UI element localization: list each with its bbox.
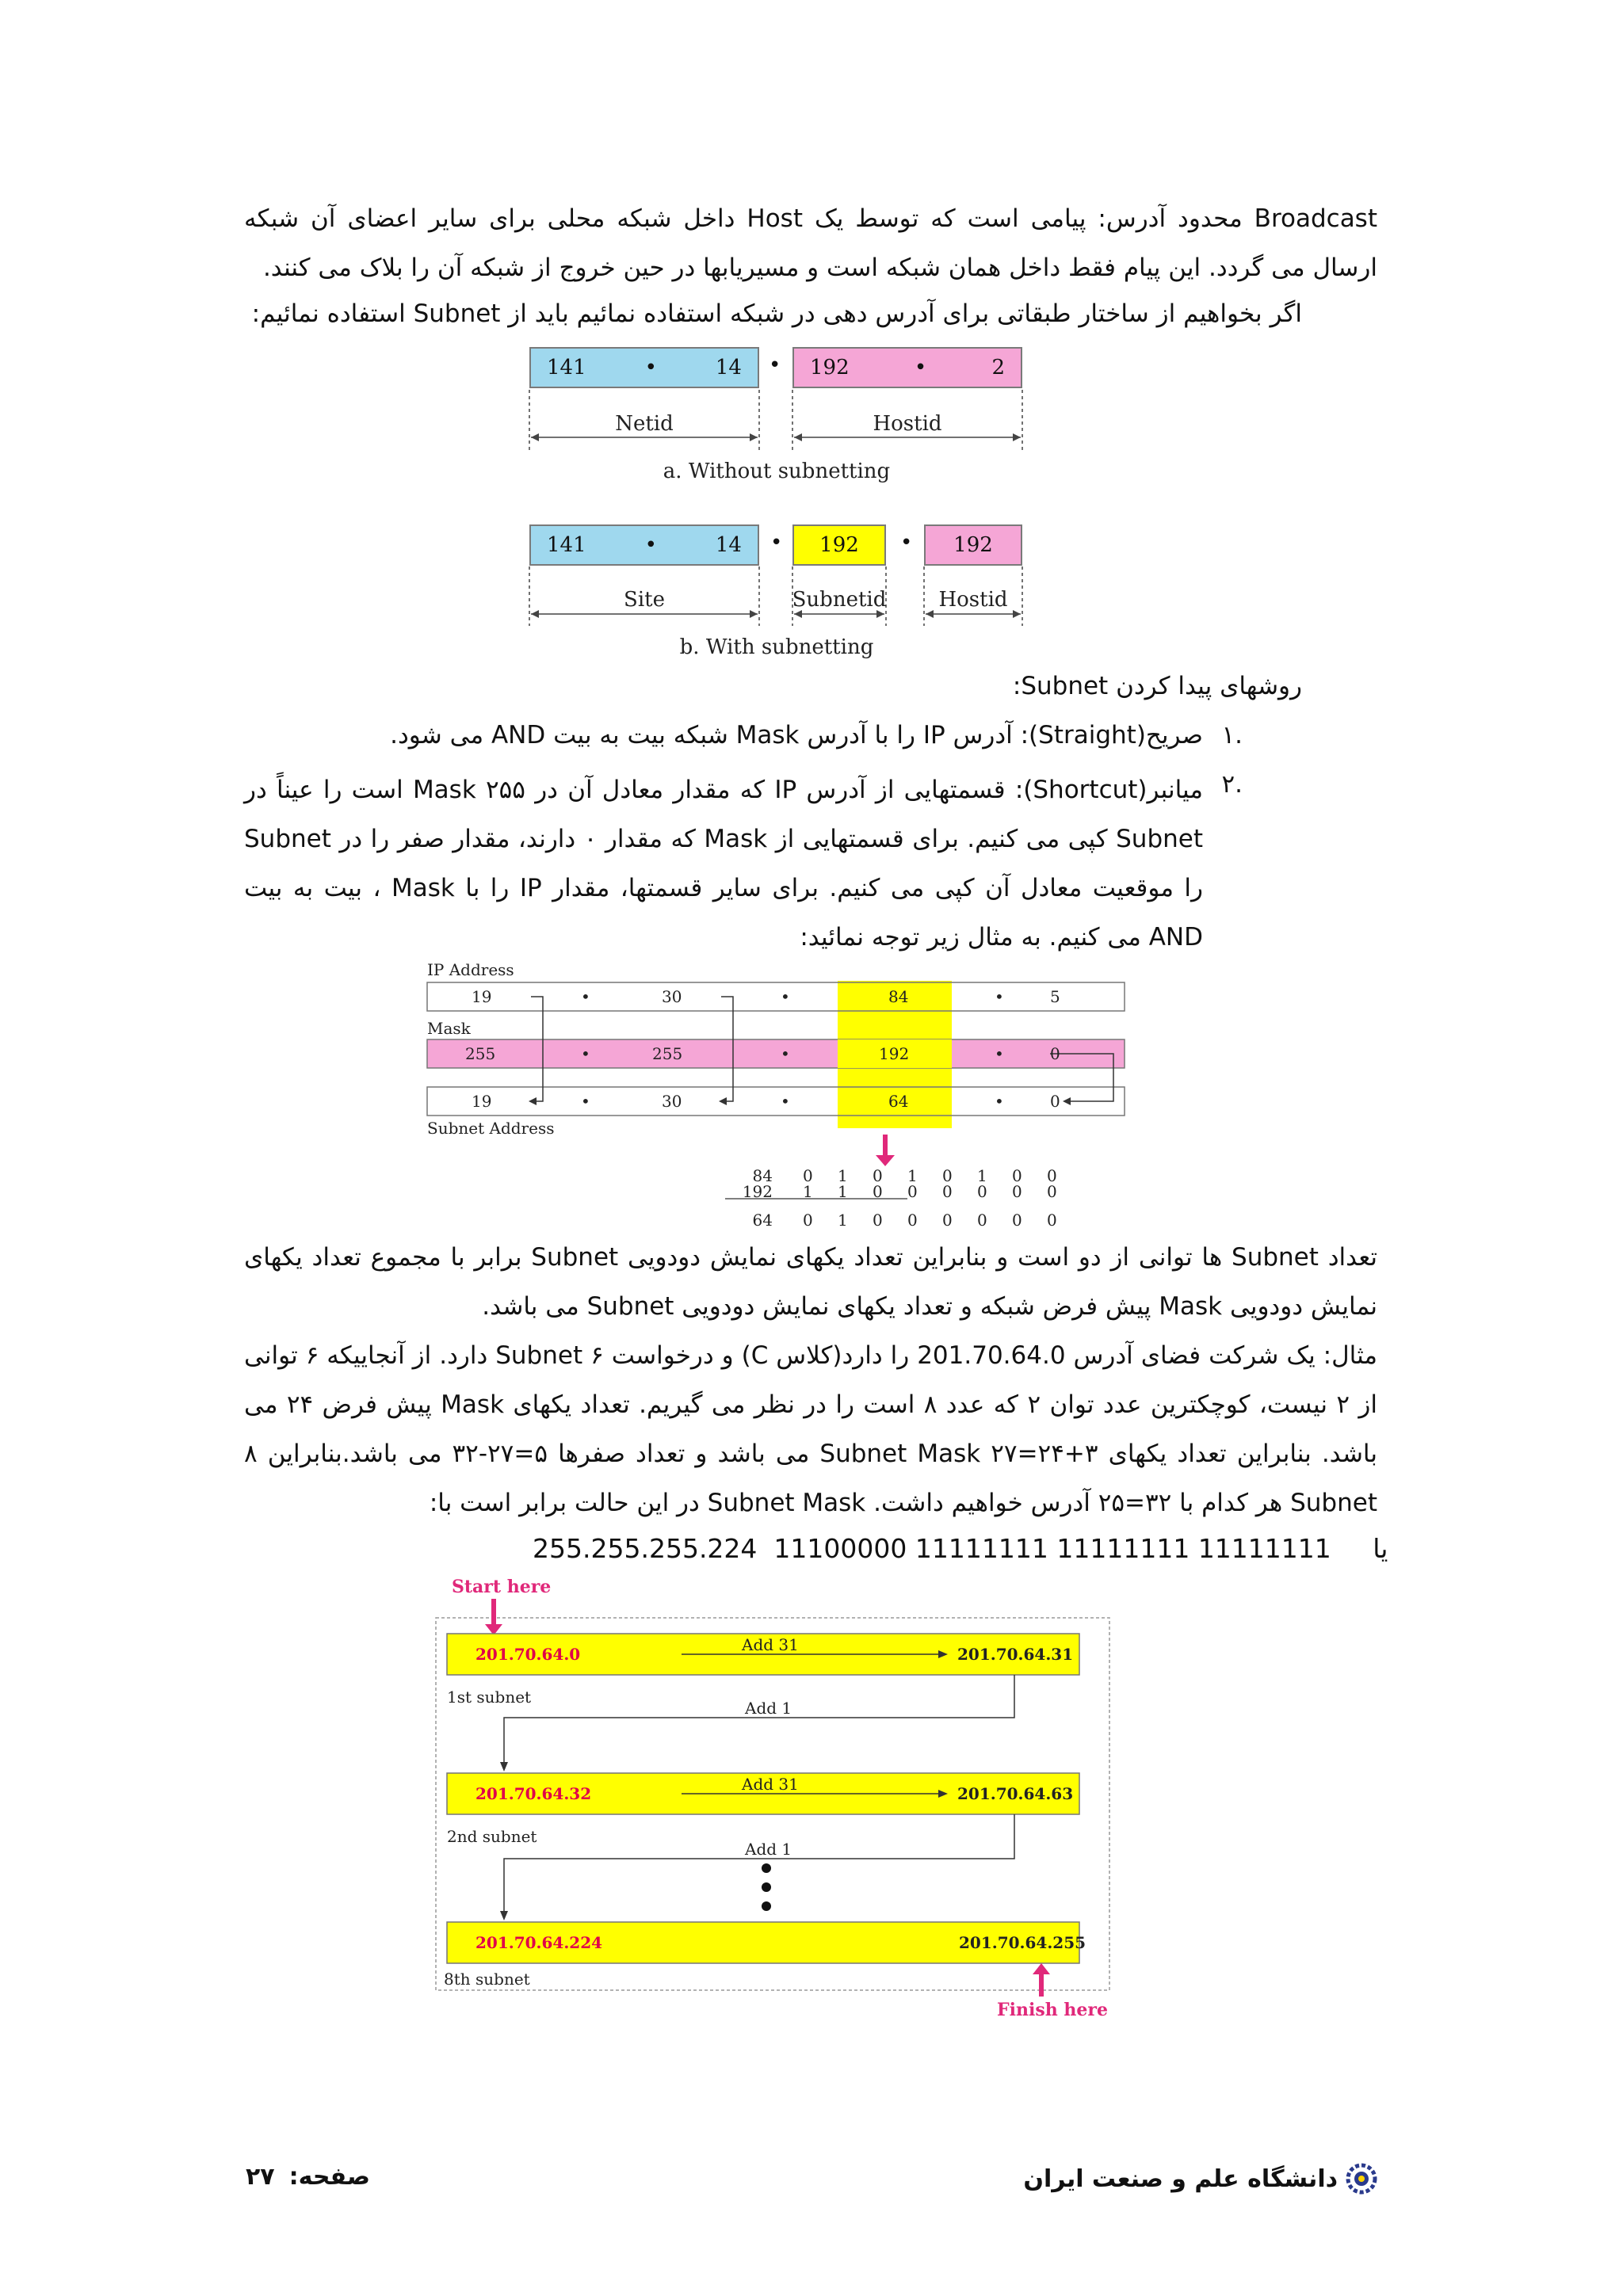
binary-bit: 1 [838, 1182, 848, 1201]
range-1-add: Add 31 [742, 1635, 799, 1654]
binary-row-label: 192 [742, 1182, 773, 1201]
separator-dot: • [769, 353, 781, 377]
subnet-count-paragraph: تعداد Subnet ها توانی از دو است و بنابراین تعداد یکهای نمایش دودویی Subnet برابر با مجموع تعداد یکهای نمایش دودویی Mask پیش فرض شبکه و تعداد یکهای نمایش دودویی Subnet می باشد. [244, 1243, 1377, 1321]
subnet-address-label: Subnet Address [427, 1119, 555, 1138]
dot: • [914, 356, 927, 379]
range-arrows-a [523, 341, 1030, 673]
subnetting-figure [523, 341, 1030, 673]
hostid-label: Hostid [873, 412, 942, 436]
binary-bit: 0 [942, 1182, 953, 1201]
binary-bit: 0 [977, 1211, 987, 1230]
method-1-text: صریح(Straight): آدرس IP را با آدرس Mask شبکه بیت به بیت AND می شود. [390, 721, 1203, 749]
ip-octet: 30 [662, 987, 682, 1006]
range-8-end: 201.70.64.255 [959, 1933, 1086, 1952]
caption-a: a. Without subnetting [663, 460, 891, 483]
dot: • [644, 533, 657, 557]
range-1-end: 201.70.64.31 [957, 1645, 1074, 1664]
binary-bit: 0 [977, 1182, 987, 1201]
range-2-add: Add 31 [742, 1775, 799, 1794]
range-2-next: Add 1 [745, 1840, 792, 1859]
octet: 14 [715, 356, 742, 379]
binary-bit: 0 [1047, 1166, 1057, 1185]
site-label: Site [624, 588, 665, 612]
binary-table [725, 1166, 1058, 1236]
subnet-ranges-figure [428, 1577, 1125, 2036]
ip-octet: 84 [888, 987, 909, 1006]
binary-bit: 1 [977, 1166, 987, 1185]
subnet-dot: • [995, 1092, 1004, 1111]
ip-dot: • [781, 987, 790, 1006]
binary-bit: 1 [803, 1182, 813, 1201]
page-number: ۲۷ [246, 2163, 275, 2191]
mask-dot: • [781, 1044, 790, 1063]
range-2-start: 201.70.64.32 [475, 1784, 592, 1803]
range-1-name: 1st subnet [447, 1688, 532, 1707]
binary-bit: 0 [873, 1182, 883, 1201]
separator-dot: • [900, 531, 913, 555]
binary-bit: 1 [838, 1211, 848, 1230]
mask-octet: 0 [1050, 1044, 1060, 1063]
binary-row-label: 84 [752, 1166, 773, 1185]
ip-dot: • [581, 987, 590, 1006]
broadcast-paragraph: Broadcast محدود آدرس: پیامی است که توسط یک Host داخل شبکه محلی برای سایر اعضای آن شبکه ارسال می گردد. این پیام فقط داخل همان شبکه است و مسیریابها در حین خروج از شبکه آن را بلاک می کنند. [244, 204, 1377, 282]
octet: 141 [547, 356, 586, 379]
caption-b: b. With subnetting [679, 635, 874, 659]
subnet-octet: 0 [1050, 1092, 1060, 1111]
subnet-octet: 30 [662, 1092, 682, 1111]
and-example-figure [424, 959, 1129, 1236]
octet: 141 [547, 533, 586, 557]
range-2-end: 201.70.64.63 [957, 1784, 1074, 1803]
range-2-name: 2nd subnet [447, 1827, 537, 1846]
octet: 2 [991, 356, 1005, 379]
subnet-dot: • [781, 1092, 790, 1111]
range-8-start: 201.70.64.224 [475, 1933, 603, 1952]
mask-octet: 255 [652, 1044, 683, 1063]
footer-university [1023, 2163, 1377, 2195]
ip-octet: 19 [472, 987, 492, 1006]
binary-row-label: 64 [752, 1211, 773, 1230]
university-name: دانشگاه علم و صنعت ایران [1023, 2164, 1338, 2193]
binary-bit: 0 [803, 1166, 813, 1185]
binary-bit: 0 [942, 1166, 953, 1185]
binary-bit: 0 [942, 1211, 953, 1230]
subnet-octet: 19 [472, 1092, 492, 1111]
mask-octet: 255 [465, 1044, 496, 1063]
binary-bit: 0 [803, 1211, 813, 1230]
mask-octet: 192 [879, 1044, 910, 1063]
site-box [529, 524, 759, 566]
subnetid-label: Subnetid [792, 588, 887, 612]
ip-octet: 5 [1050, 987, 1060, 1006]
binary-bit: 0 [1012, 1182, 1022, 1201]
subnetid-box [792, 524, 886, 566]
method-2-text: میانبر(Shortcut): قسمتهایی از آدرس IP که مقدار معادل آن در Mask ۲۵۵ است را عیناً در Subnet کپی می کنیم. برای قسمتهایی از Mask که مقدار ۰ دارند، مقدار صفر را در Subnet را موقعیت معادل آن کپی می کنیم. برای سایر قسمتها، مقدار IP را با Mask ، بیت به بیت AND می کنیم. به مثال زیر توجه نمائید: [244, 776, 1204, 952]
octet: 192 [810, 356, 850, 379]
example-paragraph: مثال: یک شرکت فضای آدرس 201.70.64.0 را دارد(کلاس C) و درخواست ۶ Subnet دارد. از آنجاییکه ۶ توانی از ۲ نیست، کوچکترین عدد توان ۲ که عدد ۸ است را در نظر می گیریم. تعداد یکهای Mask پیش فرض ۲۴ می باشد. بنابراین تعداد یکهای Subnet Mask ۲۷=۲۴+۳ می باشد و تعداد صفرها ۵=۲۷-۳۲ می باشد.بنابراین ۸ Subnet هر کدام با ۳۲=۲۵ آدرس خواهیم داشت. Subnet Mask در این حالت برابر است با: [244, 1341, 1378, 1517]
hostid-box-b [924, 524, 1022, 566]
binary-bit: 0 [1012, 1211, 1022, 1230]
separator-dot: • [770, 531, 783, 555]
dot: • [644, 356, 657, 379]
binary-bit: 1 [838, 1166, 848, 1185]
octet: 192 [819, 533, 859, 557]
finish-here-label: Finish here [997, 2000, 1108, 2020]
mask-dot: • [581, 1044, 590, 1063]
range-8-name: 8th subnet [444, 1970, 530, 1989]
hostid-label-b: Hostid [938, 588, 1008, 612]
binary-bit: 0 [907, 1182, 918, 1201]
footer-page [246, 2163, 370, 2191]
mask-dot: • [995, 1044, 1004, 1063]
range-1-start: 201.70.64.0 [475, 1645, 581, 1664]
methods-title: روشهای پیدا کردن Subnet: [1012, 672, 1302, 700]
university-logo-icon [1346, 2163, 1377, 2195]
subnet-octet: 64 [888, 1092, 909, 1111]
method-1-number: .۱ [1221, 721, 1243, 749]
mask-label: Mask [427, 1019, 471, 1038]
ip-dot: • [995, 987, 1004, 1006]
mask-value-line: 255.255.255.224 یا 11111111 11111111 11111111 11100000 [533, 1533, 1388, 1564]
page-label: صفحه: [288, 2163, 371, 2191]
binary-bit: 0 [1047, 1182, 1057, 1201]
range-1-next: Add 1 [745, 1699, 792, 1718]
binary-bit: 1 [907, 1166, 918, 1185]
ip-address-label: IP Address [427, 960, 514, 979]
method-2-number: .۲ [1221, 770, 1243, 799]
netid-label: Netid [615, 412, 674, 436]
octet: 14 [715, 533, 742, 557]
octet: 192 [953, 533, 993, 557]
binary-bit: 0 [873, 1166, 883, 1185]
start-here-label: Start here [452, 1577, 552, 1597]
binary-bit: 0 [873, 1211, 883, 1230]
subnet-dot: • [581, 1092, 590, 1111]
binary-bit: 0 [1012, 1166, 1022, 1185]
binary-bit: 0 [1047, 1211, 1057, 1230]
binary-bit: 0 [907, 1211, 918, 1230]
subnet-intro-line: اگر بخواهیم از ساختار طبقاتی برای آدرس دهی در شبکه استفاده نمائیم باید از Subnet استفاده نمائیم: [251, 299, 1302, 328]
